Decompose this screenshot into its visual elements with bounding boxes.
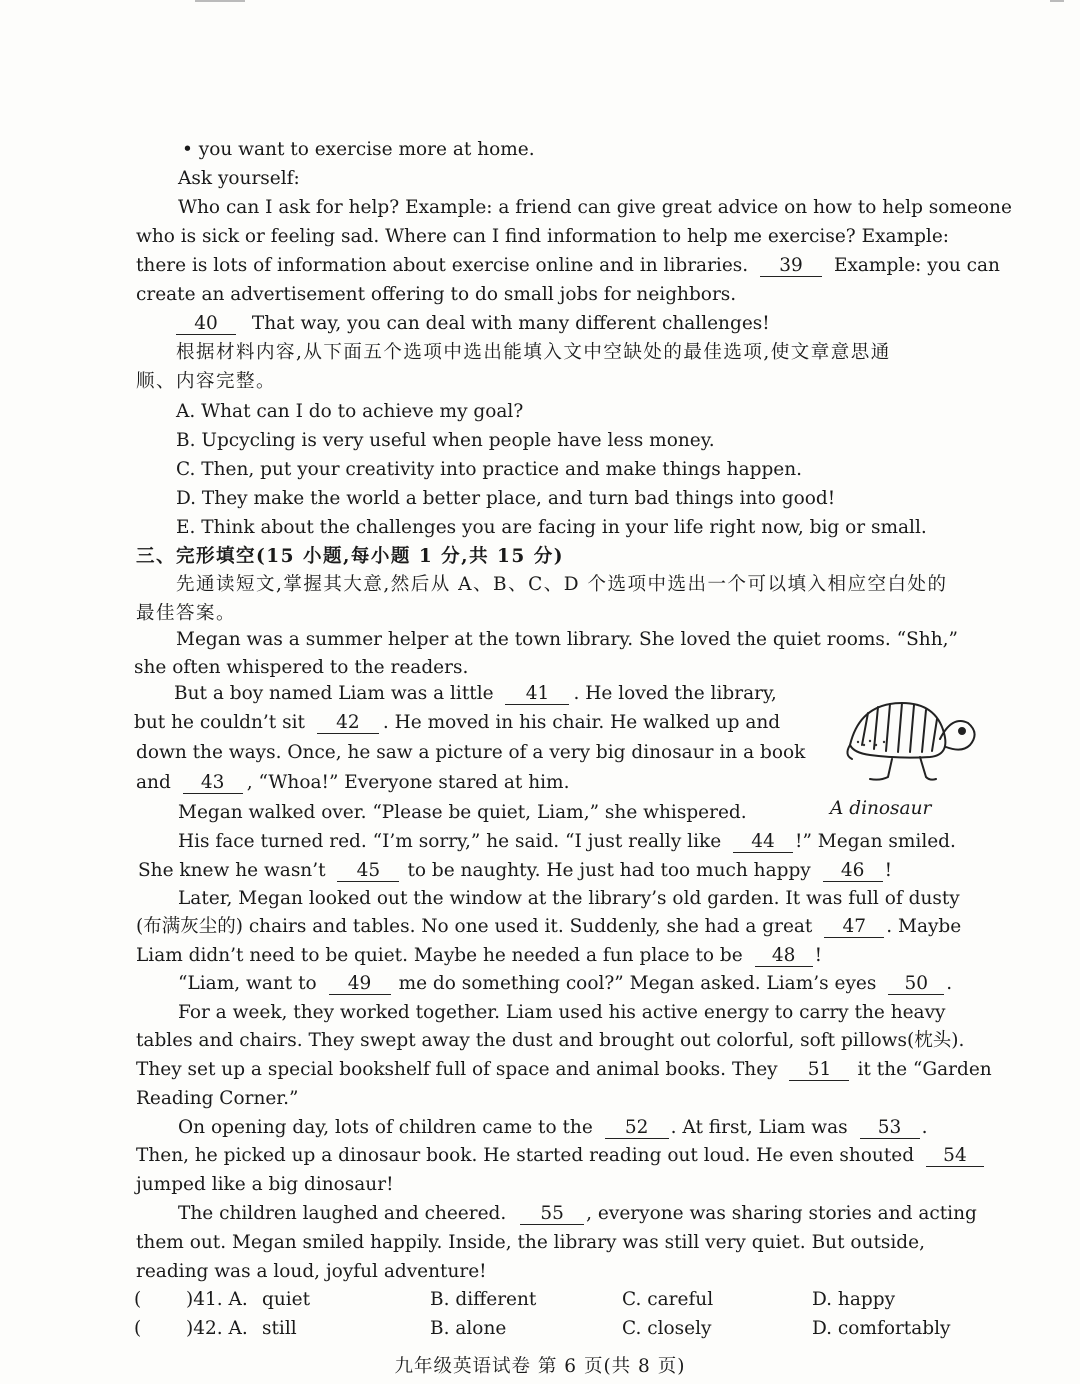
choice-c[interactable]: C. closely	[622, 1318, 712, 1339]
text-segment: . At first, Liam was	[670, 1117, 848, 1138]
blank-53: 53	[860, 1118, 920, 1139]
text-segment: They set up a special bookshelf full of space and animal books. They	[136, 1059, 778, 1080]
image-caption: A dinosaur	[830, 798, 932, 819]
blank-46: 46	[823, 861, 883, 882]
text-segment: . He loved the library,	[573, 683, 777, 704]
story-line: For a week, they worked together. Liam used his active energy to carry the heavy	[178, 1002, 946, 1023]
blank-45: 45	[337, 861, 399, 882]
text-segment: and	[136, 772, 171, 793]
dinosaur-illustration	[840, 695, 980, 790]
blank-43: 43	[183, 773, 243, 794]
choice-a[interactable]: still	[262, 1318, 297, 1339]
blank-50: 50	[888, 974, 944, 995]
text-line: Who can I ask for help? Example: a friend can give great advice on how to help someone	[178, 197, 1012, 218]
story-line: Megan was a summer helper at the town library. She loved the quiet rooms. “Shh,”	[176, 629, 958, 650]
story-line: Later, Megan looked out the window at the library’s old garden. It was full of dusty	[178, 888, 960, 909]
story-line: Megan walked over. “Please be quiet, Liam,” she whispered.	[178, 802, 747, 823]
blank-39: 39	[760, 256, 822, 277]
text-segment: .	[921, 1117, 928, 1138]
text-line: • you want to exercise more at home.	[182, 139, 535, 160]
text-segment: She knew he wasn’t	[138, 860, 326, 881]
blank-41: 41	[505, 684, 569, 705]
text-segment: Then, he picked up a dinosaur book. He started reading out loud. He even shouted	[136, 1145, 915, 1166]
text-segment: (布满灰尘的) chairs and tables. No one used it. Suddenly, she had a great	[136, 916, 813, 937]
text-segment: me do something cool?” Megan asked. Liam’s eyes	[398, 973, 877, 994]
instruction-line: 根据材料内容,从下面五个选项中选出能填入文中空缺处的最佳选项,使文章意思通	[176, 342, 891, 363]
text-segment: there is lots of information about exercise online and in libraries.	[136, 255, 749, 276]
text-segment: Example: you can	[833, 255, 1000, 276]
text-segment: That way, you can deal with many different challenges!	[251, 313, 770, 334]
scan-mark	[1050, 0, 1064, 2]
text-segment: On opening day, lots of children came to the	[178, 1117, 593, 1138]
story-line	[136, 1143, 984, 1169]
blank-40: 40	[176, 314, 236, 335]
choice-a[interactable]: quiet	[262, 1289, 311, 1310]
blank-54: 54	[926, 1146, 984, 1167]
text-line	[136, 253, 1000, 279]
text-segment: . He moved in his chair. He walked up and	[382, 712, 781, 733]
story-line	[178, 1115, 927, 1141]
option-a: A. What can I do to achieve my goal?	[176, 401, 524, 422]
story-line	[136, 770, 569, 796]
text-segment: it the “Garden	[857, 1059, 992, 1080]
story-line: jumped like a big dinosaur!	[136, 1174, 394, 1195]
story-line	[136, 1057, 992, 1083]
blank-52: 52	[605, 1118, 669, 1139]
text-line	[176, 311, 770, 337]
text-segment: His face turned red. “I’m sorry,” he said. “I just really like	[178, 831, 722, 852]
choice-c[interactable]: C. careful	[622, 1289, 714, 1310]
choice-d[interactable]: D. comfortably	[812, 1318, 951, 1339]
text-segment: !	[814, 945, 823, 966]
text-segment: !” Megan smiled.	[795, 831, 956, 852]
text-segment: but he couldn’t sit	[134, 712, 305, 733]
text-segment: , everyone was sharing stories and acting	[586, 1203, 977, 1224]
story-line: reading was a loud, joyful adventure!	[136, 1261, 487, 1282]
option-e: E. Think about the challenges you are facing in your life right now, big or small.	[176, 517, 927, 538]
text-segment: , “Whoa!” Everyone stared at him.	[246, 772, 570, 793]
story-line	[136, 914, 961, 940]
story-line	[138, 858, 892, 884]
blank-51: 51	[789, 1060, 849, 1081]
text-segment: The children laughed and cheered.	[178, 1203, 507, 1224]
blank-42: 42	[317, 713, 379, 734]
text-line: Ask yourself:	[178, 168, 300, 189]
blank-47: 47	[824, 917, 884, 938]
story-line: down the ways. Once, he saw a picture of a very big dinosaur in a book	[136, 742, 806, 763]
story-line	[174, 681, 777, 707]
story-line	[134, 710, 780, 736]
story-line: them out. Megan smiled happily. Inside, the library was still very quiet. But outside,	[136, 1232, 925, 1253]
blank-48: 48	[755, 946, 813, 967]
option-d: D. They make the world a better place, and turn bad things into good!	[176, 488, 836, 509]
text-line: who is sick or feeling sad. Where can I find information to help me exercise? Example:	[136, 226, 950, 247]
choice-b[interactable]: B. alone	[430, 1318, 507, 1339]
text-segment: .	[946, 973, 953, 994]
question-number: )42. A.	[186, 1318, 248, 1339]
choice-b[interactable]: B. different	[430, 1289, 537, 1310]
option-c: C. Then, put your creativity into practice and make things happen.	[176, 459, 803, 480]
page-footer: 九年级英语试卷 第 6 页(共 8 页)	[394, 1356, 686, 1377]
choice-d[interactable]: D. happy	[812, 1289, 896, 1310]
instruction-line: 顺、内容完整。	[136, 371, 277, 392]
text-segment: !	[884, 860, 893, 881]
option-b: B. Upcycling is very useful when people have less money.	[176, 430, 715, 451]
section-heading: 三、完形填空(15 小题,每小题 1 分,共 15 分)	[136, 546, 564, 567]
answer-paren[interactable]: (	[134, 1289, 142, 1310]
text-segment: to be naughty. He just had too much happy	[407, 860, 811, 881]
blank-44: 44	[733, 832, 793, 853]
text-segment: Liam didn’t need to be quiet. Maybe he needed a fun place to be	[136, 945, 743, 966]
question-number: )41. A.	[186, 1289, 248, 1310]
blank-49: 49	[329, 974, 391, 995]
text-segment: . Maybe	[886, 916, 962, 937]
story-line	[136, 943, 822, 969]
instruction-line: 先通读短文,掌握其大意,然后从 A、B、C、D 个选项中选出一个可以填入相应空白处的	[176, 574, 948, 595]
story-line	[178, 1201, 977, 1227]
story-line	[178, 971, 952, 997]
story-line	[178, 829, 956, 855]
story-line: she often whispered to the readers.	[134, 657, 469, 678]
blank-55: 55	[520, 1204, 584, 1225]
text-line: create an advertisement offering to do small jobs for neighbors.	[136, 284, 737, 305]
instruction-line: 最佳答案。	[136, 603, 237, 624]
story-line: tables and chairs. They swept away the dust and brought out colorful, soft pillows(枕头).	[136, 1030, 965, 1051]
story-line: Reading Corner.”	[136, 1088, 299, 1109]
answer-paren[interactable]: (	[134, 1318, 142, 1339]
text-segment: “Liam, want to	[178, 973, 317, 994]
scan-mark	[195, 0, 245, 2]
text-segment: But a boy named Liam was a little	[174, 683, 494, 704]
